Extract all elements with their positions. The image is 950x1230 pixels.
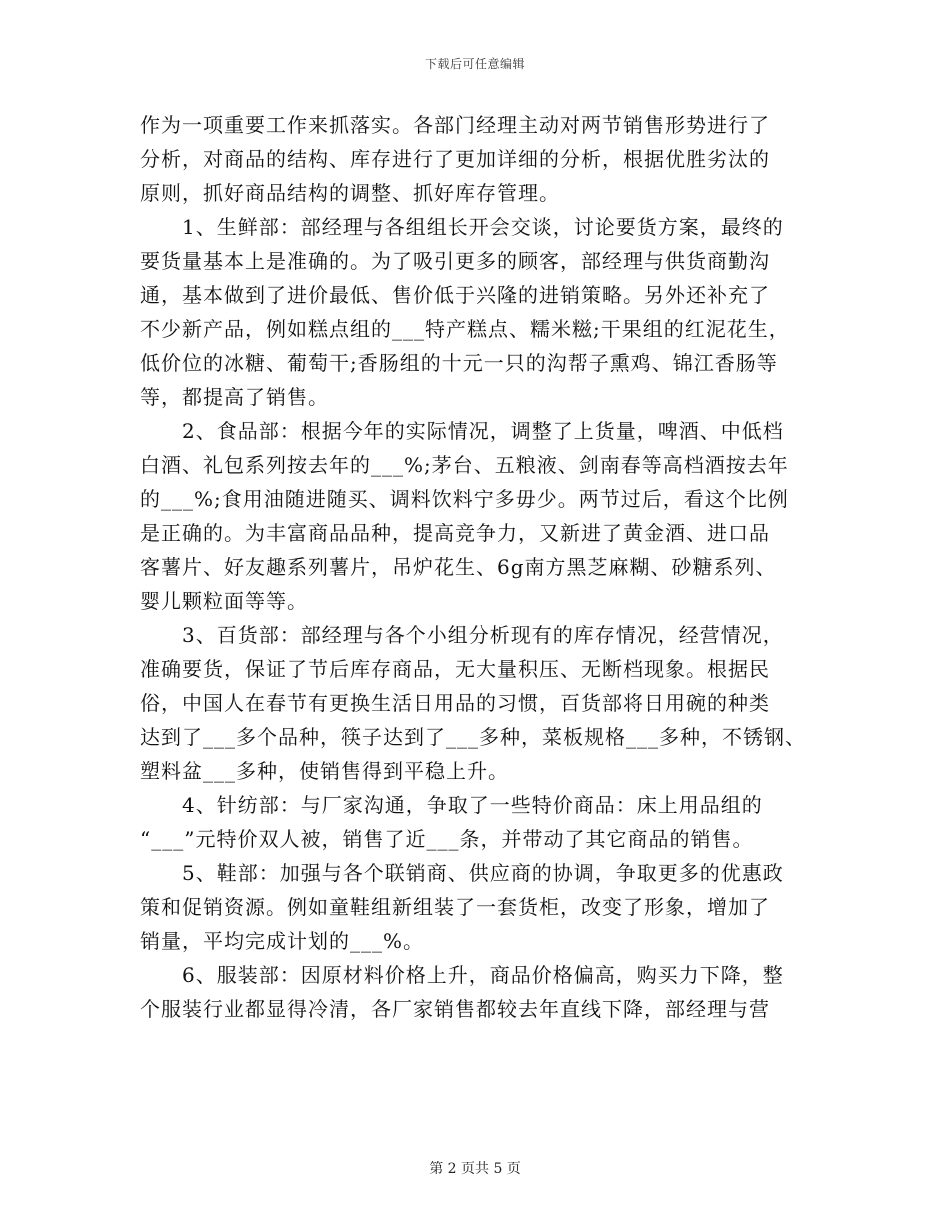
document-body [140,108,812,1026]
paragraph-start-line: 3、百货部：部经理与各个小组分析现有的库存情况，经营情况， [182,623,784,647]
text-line: 是正确的。为丰富商品品种，提高竞争力，又新进了黄金酒、进口品 [140,521,770,545]
paragraph-start-line: 4、针纺部：与厂家沟通，争取了一些特价商品：床上用品组的 [182,793,763,817]
text-line: 俗，中国人在春节有更换生活日用品的习惯，百货部将日用碗的种类 [140,691,770,715]
text-line: “___”元特价双人被，销售了近___条，并带动了其它商品的销售。 [140,827,754,851]
text-line: 达到了___多个品种，筷子达到了___多种，菜板规格___多种，不锈钢、 [140,725,806,749]
text-line: 销量，平均完成计划的___%。 [140,929,425,953]
paragraph-start-line: 2、食品部：根据今年的实际情况，调整了上货量，啤酒、中低档 [182,419,784,443]
page-number-footer: 第 2 页共 5 页 [429,1161,521,1177]
text-line: 要货量基本上是准确的。为了吸引更多的顾客，部经理与供货商勤沟 [140,249,770,273]
text-line: 低价位的冰糖、葡萄干;香肠组的十元一只的沟帮子熏鸡、锦江香肠等 [140,351,778,375]
text-line: 作为一项重要工作来抓落实。各部门经理主动对两节销售形势进行了 [140,113,770,137]
paragraph-start-line: 6、服装部：因原材料价格上升，商品价格偏高，购买力下降，整 [182,963,784,987]
page-header: 下载后可任意编辑 [424,57,525,71]
text-line: 原则，抓好商品结构的调整、抓好库存管理。 [140,181,560,205]
paragraph-start-line: 1、生鲜部：部经理与各组组长开会交谈，讨论要货方案，最终的 [182,215,784,239]
text-line: 通，基本做到了进价最低、售价低于兴隆的进销策略。另外还补充了 [140,283,770,307]
text-line: 塑料盆___多种，使销售得到平稳上升。 [140,759,509,783]
paragraph-start-line: 5、鞋部：加强与各个联销商、供应商的协调，争取更多的优惠政 [182,861,784,885]
text-line: 策和促销资源。例如童鞋组新组装了一套货柜，改变了形象，增加了 [140,895,770,919]
text-line: 等，都提高了销售。 [140,385,329,409]
text-line: 的___%;食用油随进随买、调料饮料宁多毋少。两节过后，看这个比例 [140,487,789,511]
text-line: 客薯片、好友趣系列薯片，吊炉花生、6g南方黑芝麻糊、砂糖系列、 [140,555,777,579]
text-line: 准确要货，保证了节后库存商品，无大量积压、无断档现象。根据民 [140,657,770,681]
text-line: 婴儿颗粒面等等。 [140,589,308,613]
text-line: 不少新产品，例如糕点组的___特产糕点、糯米糍;干果组的红泥花生， [140,317,790,341]
text-line: 个服装行业都显得冷清，各厂家销售都较去年直线下降，部经理与营 [140,997,770,1021]
text-line: 白酒、礼包系列按去年的___%;茅台、五粮液、剑南春等高档酒按去年 [140,453,789,477]
text-line: 分析，对商品的结构、库存进行了更加详细的分析，根据优胜劣汰的 [140,147,770,171]
